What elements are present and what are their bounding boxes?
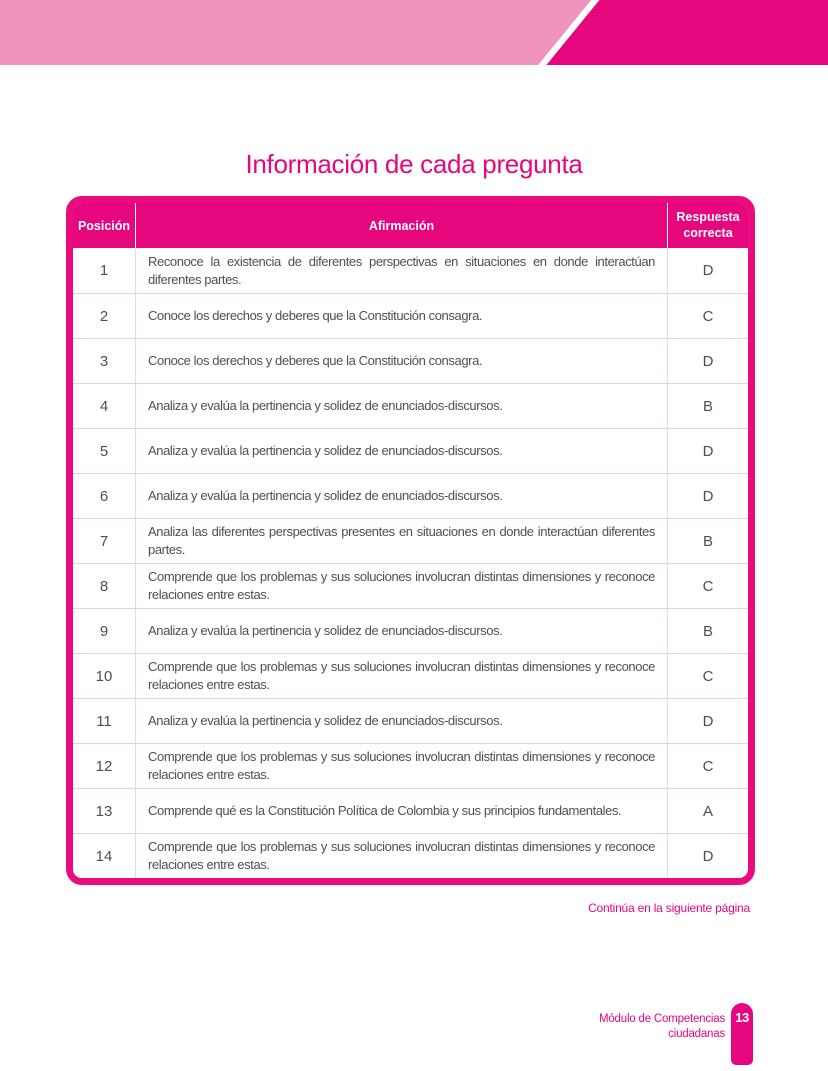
cell-statement: Comprende que los problemas y sus soluciones involucran distintas dimensiones y reconoce relaciones entre estas. xyxy=(135,564,668,608)
banner-accent-block xyxy=(0,0,828,65)
cell-statement: Conoce los derechos y deberes que la Constitución consagra. xyxy=(135,294,668,338)
page-number-tab xyxy=(731,1003,753,1065)
cell-correct-answer: C xyxy=(702,667,714,685)
table-row xyxy=(73,518,748,563)
cell-position: 2 xyxy=(99,307,109,325)
column-header-afirmacion: Afirmación xyxy=(135,203,668,248)
cell-statement: Comprende que los problemas y sus soluciones involucran distintas dimensiones y reconoce relaciones entre estas. xyxy=(135,834,668,878)
continuation-note: Continúa en la siguiente página xyxy=(588,901,750,915)
cell-statement: Analiza y evalúa la pertinencia y solidez de enunciados-discursos. xyxy=(135,384,668,428)
cell-correct-answer: D xyxy=(702,847,714,865)
question-info-table xyxy=(66,196,755,885)
footer-module-label xyxy=(599,1012,725,1042)
top-banner xyxy=(0,0,828,65)
cell-position: 6 xyxy=(99,487,109,505)
column-header-respuesta-correcta: Respuesta correcta xyxy=(676,209,740,240)
cell-position: 13 xyxy=(95,802,113,820)
cell-correct-answer: D xyxy=(702,262,714,279)
table-row xyxy=(73,248,748,293)
table-row xyxy=(73,428,748,473)
table-row xyxy=(73,563,748,608)
cell-position: 1 xyxy=(99,262,109,279)
table-body xyxy=(73,248,748,878)
cell-statement: Analiza y evalúa la pertinencia y solidez de enunciados-discursos. xyxy=(135,699,668,743)
cell-correct-answer: D xyxy=(702,352,714,370)
cell-statement: Analiza y evalúa la pertinencia y solidez de enunciados-discursos. xyxy=(135,609,668,653)
table-row xyxy=(73,608,748,653)
page-number: 13 xyxy=(735,1010,749,1025)
cell-position: 5 xyxy=(99,442,109,460)
cell-correct-answer: D xyxy=(702,487,714,505)
cell-position: 7 xyxy=(99,532,109,550)
cell-correct-answer: B xyxy=(702,622,713,640)
footer-module-line2: ciudadanas xyxy=(668,1028,725,1040)
cell-position: 8 xyxy=(99,577,109,595)
cell-statement: Analiza las diferentes perspectivas presentes en situaciones en donde interactúan diferentes partes. xyxy=(135,519,668,563)
table-row xyxy=(73,473,748,518)
column-header-posicion: Posición xyxy=(77,218,131,233)
cell-statement: Reconoce la existencia de diferentes perspectivas en situaciones en donde interactúan diferentes partes. xyxy=(135,248,668,293)
cell-correct-answer: B xyxy=(702,397,713,415)
table-row xyxy=(73,383,748,428)
cell-position: 3 xyxy=(99,352,109,370)
cell-position: 10 xyxy=(95,667,113,685)
table-row xyxy=(73,338,748,383)
cell-correct-answer: A xyxy=(702,802,713,820)
cell-position: 9 xyxy=(99,622,109,640)
cell-statement: Comprende qué es la Constitución Política de Colombia y sus principios fundamentales. xyxy=(135,789,668,833)
cell-correct-answer: D xyxy=(702,712,714,730)
cell-statement: Conoce los derechos y deberes que la Constitución consagra. xyxy=(135,339,668,383)
page-title: Información de cada pregunta xyxy=(245,149,583,179)
table-row xyxy=(73,293,748,338)
cell-statement: Analiza y evalúa la pertinencia y solidez de enunciados-discursos. xyxy=(135,474,668,518)
cell-position: 4 xyxy=(99,397,109,415)
cell-statement: Comprende que los problemas y sus soluciones involucran distintas dimensiones y reconoce relaciones entre estas. xyxy=(135,744,668,788)
cell-position: 11 xyxy=(96,712,112,730)
table-row xyxy=(73,653,748,698)
cell-statement: Analiza y evalúa la pertinencia y solidez de enunciados-discursos. xyxy=(135,429,668,473)
table-header-row xyxy=(73,203,748,248)
footer-module-line1: Módulo de Competencias xyxy=(598,1013,725,1025)
table-row xyxy=(73,788,748,833)
cell-correct-answer: C xyxy=(702,577,714,595)
cell-statement: Comprende que los problemas y sus soluciones involucran distintas dimensiones y reconoce relaciones entre estas. xyxy=(135,654,668,698)
cell-correct-answer: D xyxy=(702,442,714,460)
table-row xyxy=(73,698,748,743)
cell-correct-answer: C xyxy=(702,307,714,325)
cell-correct-answer: B xyxy=(702,532,713,550)
table-row xyxy=(73,743,748,788)
table-row xyxy=(73,833,748,878)
cell-correct-answer: C xyxy=(702,757,714,775)
cell-position: 14 xyxy=(95,847,113,865)
cell-position: 12 xyxy=(95,757,113,775)
